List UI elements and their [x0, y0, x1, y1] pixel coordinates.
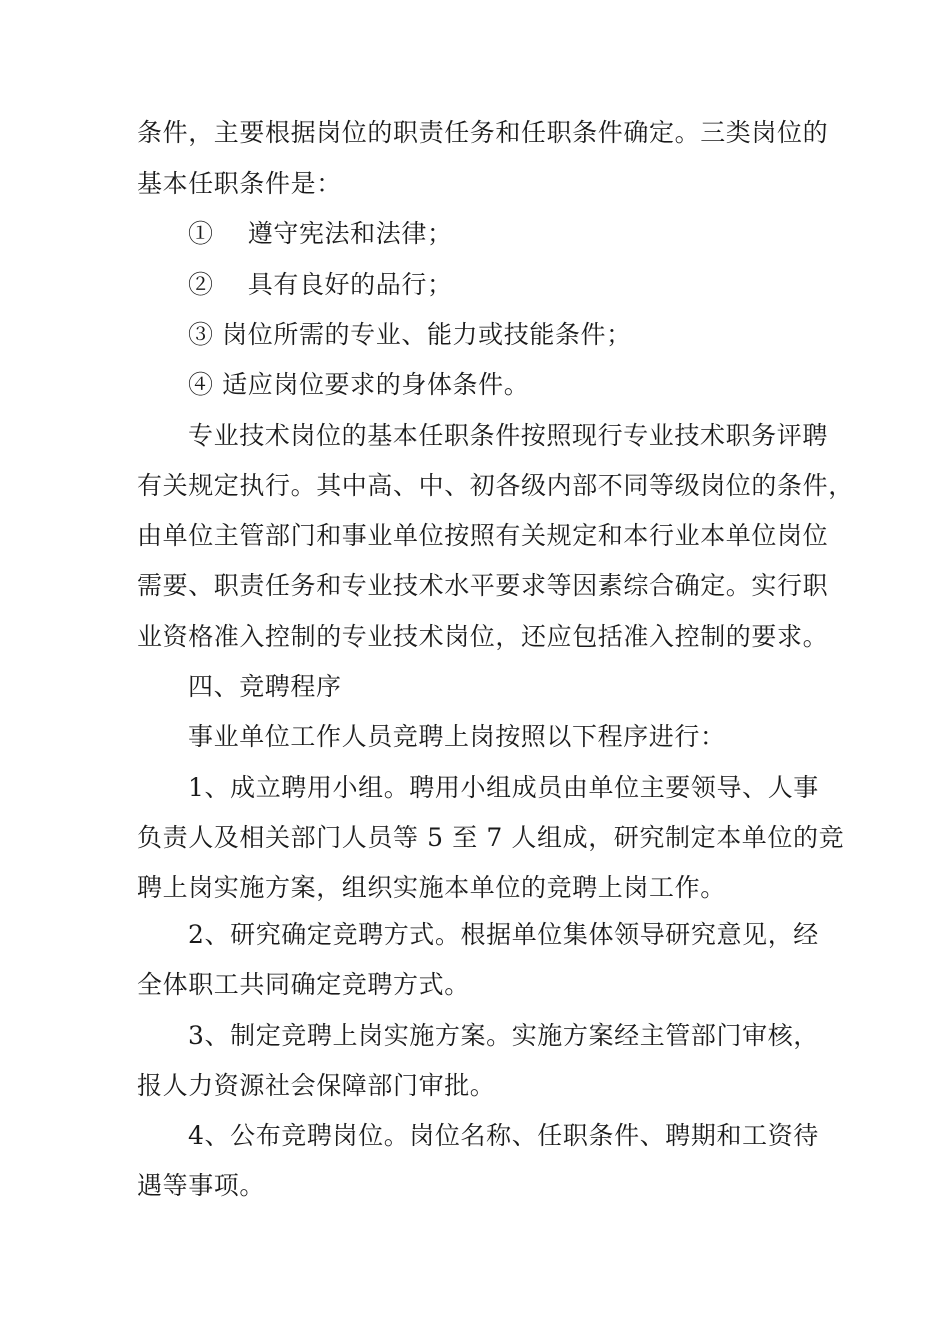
text-line: 1、成立聘用小组。聘用小组成员由单位主要领导、人事 [188, 773, 819, 802]
text-line: 由单位主管部门和事业单位按照有关规定和本行业本单位岗位 [137, 521, 829, 550]
text-line: 报人力资源社会保障部门审批。 [137, 1071, 496, 1100]
section-heading: 四、竞聘程序 [188, 672, 342, 701]
text-line: 基本任职条件是： [137, 169, 342, 198]
list-item: ④ 适应岗位要求的身体条件。 [188, 370, 530, 399]
text-line: 遇等事项。 [137, 1171, 266, 1200]
text-line: 3、制定竞聘上岗实施方案。实施方案经主管部门审核， [188, 1021, 819, 1050]
text-line: 有关规定执行。其中高、中、初各级内部不同等级岗位的条件， [137, 471, 854, 500]
list-item: ① 遵守宪法和法律； [188, 219, 453, 248]
text-line: 4、公布竞聘岗位。岗位名称、任职条件、聘期和工资待 [188, 1121, 819, 1150]
list-item: ② 具有良好的品行； [188, 270, 453, 299]
text-line: 事业单位工作人员竞聘上岗按照以下程序进行： [188, 722, 726, 751]
text-line: 条件，主要根据岗位的职责任务和任职条件确定。三类岗位的 [137, 118, 829, 147]
text-line: 负责人及相关部门人员等 5 至 7 人组成，研究制定本单位的竞 [137, 823, 845, 852]
text-line: 需要、职责任务和专业技术水平要求等因素综合确定。实行职 [137, 571, 829, 600]
list-item: ③ 岗位所需的专业、能力或技能条件； [188, 320, 632, 349]
text-line: 全体职工共同确定竞聘方式。 [137, 970, 470, 999]
text-line: 聘上岗实施方案，组织实施本单位的竞聘上岗工作。 [137, 873, 726, 902]
text-line: 业资格准入控制的专业技术岗位，还应包括准入控制的要求。 [137, 622, 829, 651]
text-line: 专业技术岗位的基本任职条件按照现行专业技术职务评聘 [188, 421, 829, 450]
text-line: 2、研究确定竞聘方式。根据单位集体领导研究意见，经 [188, 920, 819, 949]
